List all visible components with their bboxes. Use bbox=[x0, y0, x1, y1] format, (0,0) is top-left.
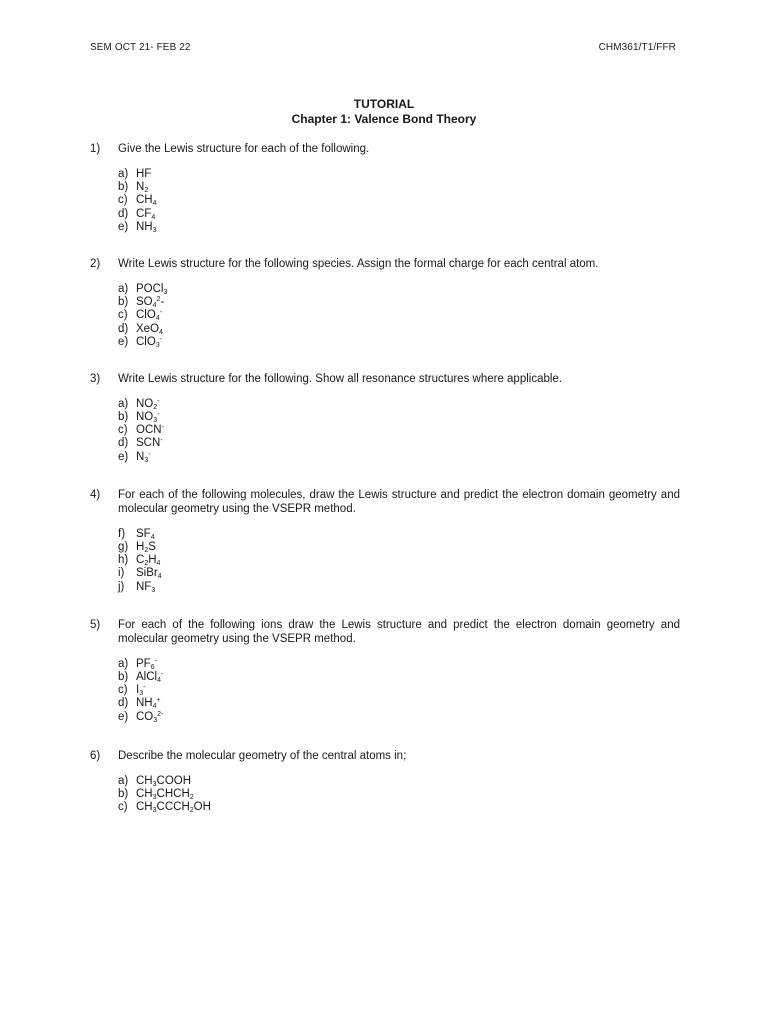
list-item bbox=[118, 528, 680, 541]
list-item bbox=[118, 801, 680, 814]
list-item bbox=[118, 554, 680, 567]
question-1 bbox=[90, 142, 680, 234]
item-label: a) bbox=[118, 168, 129, 180]
chemical-formula: ClO$_4$- bbox=[136, 309, 163, 323]
chemical-formula: SCN- bbox=[136, 437, 163, 450]
answer-item-list bbox=[118, 398, 680, 464]
list-item bbox=[118, 775, 680, 788]
question-number: 4) bbox=[90, 488, 101, 501]
item-label: c) bbox=[118, 684, 128, 697]
list-item bbox=[118, 336, 680, 349]
chemical-formula: XeO$_4$ bbox=[136, 322, 163, 336]
answer-item-list bbox=[118, 168, 680, 234]
chemical-formula: $SO_4^2-$ bbox=[136, 296, 165, 310]
question-number: 1) bbox=[90, 143, 101, 155]
list-item bbox=[118, 451, 680, 464]
chemical-formula: $N_3^-$ bbox=[136, 450, 151, 464]
item-label: b) bbox=[118, 296, 129, 309]
list-item bbox=[118, 208, 680, 221]
question-prompt bbox=[90, 749, 680, 763]
chemical-formula: $SF_4$ bbox=[136, 527, 155, 541]
chemical-formula: $C_2H_4$ bbox=[136, 554, 161, 568]
chemical-formula: $CO_3^{2-}$ bbox=[136, 710, 164, 724]
question-text: Write Lewis structure for the following species. Assign the formal charge for each central atom. bbox=[118, 257, 599, 270]
question-text: For each of the following molecules, draw the Lewis structure and predict the electron domain geometry and molecular geometry using the VSEPR method. bbox=[118, 488, 680, 515]
item-label: h) bbox=[118, 554, 129, 567]
chemical-formula: $N_2$ bbox=[136, 181, 149, 195]
chemical-formula: POCl$_3$ bbox=[136, 282, 168, 296]
list-item bbox=[118, 437, 680, 450]
item-label: g) bbox=[118, 541, 129, 553]
chemical-formula: OCN- bbox=[136, 424, 164, 437]
chemical-formula: $NO_3^-$ bbox=[136, 411, 160, 425]
chemical-formula: $CF_4$ bbox=[136, 207, 156, 221]
list-item bbox=[118, 221, 680, 234]
chemical-formula: SiBr$_4$ bbox=[136, 567, 162, 581]
question-number: 5) bbox=[90, 618, 101, 631]
list-item bbox=[118, 541, 680, 554]
question-prompt bbox=[90, 618, 680, 646]
list-item bbox=[118, 398, 680, 411]
list-item bbox=[118, 567, 680, 580]
item-label: c) bbox=[118, 424, 128, 437]
item-label: e) bbox=[118, 220, 129, 233]
item-label: a) bbox=[118, 397, 129, 410]
item-label: c) bbox=[118, 309, 128, 322]
chemical-formula: $NH_4^+$ bbox=[136, 697, 161, 711]
item-label: e) bbox=[118, 335, 129, 348]
list-item bbox=[118, 411, 680, 424]
header-course-code: CHM361/T1/FFR bbox=[598, 42, 676, 53]
list-item bbox=[118, 788, 680, 801]
item-label: f) bbox=[118, 527, 126, 540]
chemical-formula: $CH_3COOH$ bbox=[136, 774, 192, 788]
page-title: TUTORIAL bbox=[353, 97, 415, 111]
item-label: c) bbox=[118, 801, 128, 814]
chemical-formula: $CH_3CHCH_2$ bbox=[136, 787, 194, 801]
chemical-formula: $PF_6^-$ bbox=[136, 657, 157, 671]
question-text: Describe the molecular geometry of the central atoms in; bbox=[118, 749, 407, 762]
list-item bbox=[118, 581, 680, 594]
item-label: d) bbox=[118, 207, 129, 220]
list-item bbox=[118, 684, 680, 697]
question-prompt bbox=[90, 372, 680, 386]
item-label: d) bbox=[118, 322, 129, 335]
question-text: For each of the following ions draw the Lewis structure and predict the electron domain geometry and molecular geometry using the VSEPR method. bbox=[118, 618, 680, 645]
question-6 bbox=[90, 749, 680, 815]
list-item bbox=[118, 296, 680, 309]
list-item bbox=[118, 194, 680, 207]
question-prompt bbox=[90, 257, 680, 271]
item-label: a) bbox=[118, 774, 129, 787]
question-3 bbox=[90, 372, 680, 464]
question-number: 2) bbox=[90, 257, 101, 270]
chemical-formula: AlCl$_4$- bbox=[136, 670, 164, 684]
chemical-formula: HF bbox=[136, 168, 152, 180]
chemical-formula: ClO$_3$- bbox=[136, 335, 163, 349]
answer-item-list bbox=[118, 528, 680, 594]
chemical-formula: $H_2S$ bbox=[136, 541, 156, 554]
chapter-subtitle: Chapter 1: Valence Bond Theory bbox=[291, 112, 477, 126]
item-label: b) bbox=[118, 411, 129, 424]
list-item bbox=[118, 424, 680, 437]
list-item bbox=[118, 323, 680, 336]
item-label: e) bbox=[118, 450, 129, 463]
question-list bbox=[90, 142, 680, 814]
list-item bbox=[118, 309, 680, 322]
list-item bbox=[118, 283, 680, 296]
list-item bbox=[118, 181, 680, 194]
chemical-formula: $NF_3$ bbox=[136, 580, 156, 594]
question-4 bbox=[90, 488, 680, 594]
answer-item-list bbox=[118, 658, 680, 724]
question-number: 3) bbox=[90, 372, 101, 385]
item-label: a) bbox=[118, 282, 129, 295]
item-label: a) bbox=[118, 657, 129, 670]
question-prompt bbox=[90, 142, 680, 156]
question-text: Give the Lewis structure for each of the following. bbox=[118, 143, 370, 155]
item-label: e) bbox=[118, 710, 129, 723]
chemical-formula: $CH_3CCCH_2OH$ bbox=[136, 801, 211, 815]
list-item bbox=[118, 658, 680, 671]
chemical-formula: $NO_2^-$ bbox=[136, 397, 160, 411]
item-label: b) bbox=[118, 181, 129, 194]
chemical-formula: $NH_3$ bbox=[136, 220, 157, 234]
title-block bbox=[0, 97, 768, 127]
question-2 bbox=[90, 257, 680, 349]
chemical-formula: $I_3^-$ bbox=[136, 684, 146, 698]
item-label: b) bbox=[118, 787, 129, 800]
item-label: b) bbox=[118, 670, 129, 683]
list-item bbox=[118, 711, 680, 724]
question-text: Write Lewis structure for the following. Show all resonance structures where applicable. bbox=[118, 372, 563, 385]
answer-item-list bbox=[118, 775, 680, 815]
list-item bbox=[118, 671, 680, 684]
answer-item-list bbox=[118, 283, 680, 349]
question-5 bbox=[90, 618, 680, 724]
list-item bbox=[118, 697, 680, 710]
question-number: 6) bbox=[90, 749, 101, 762]
item-label: i) bbox=[118, 567, 125, 580]
item-label: c) bbox=[118, 194, 128, 207]
header-semester: SEM OCT 21- FEB 22 bbox=[90, 42, 191, 53]
list-item bbox=[118, 168, 680, 181]
question-prompt bbox=[90, 488, 680, 516]
item-label: d) bbox=[118, 437, 129, 450]
chemical-formula: $CH_4$ bbox=[136, 194, 157, 208]
item-label: j) bbox=[118, 580, 125, 593]
item-label: d) bbox=[118, 697, 129, 710]
